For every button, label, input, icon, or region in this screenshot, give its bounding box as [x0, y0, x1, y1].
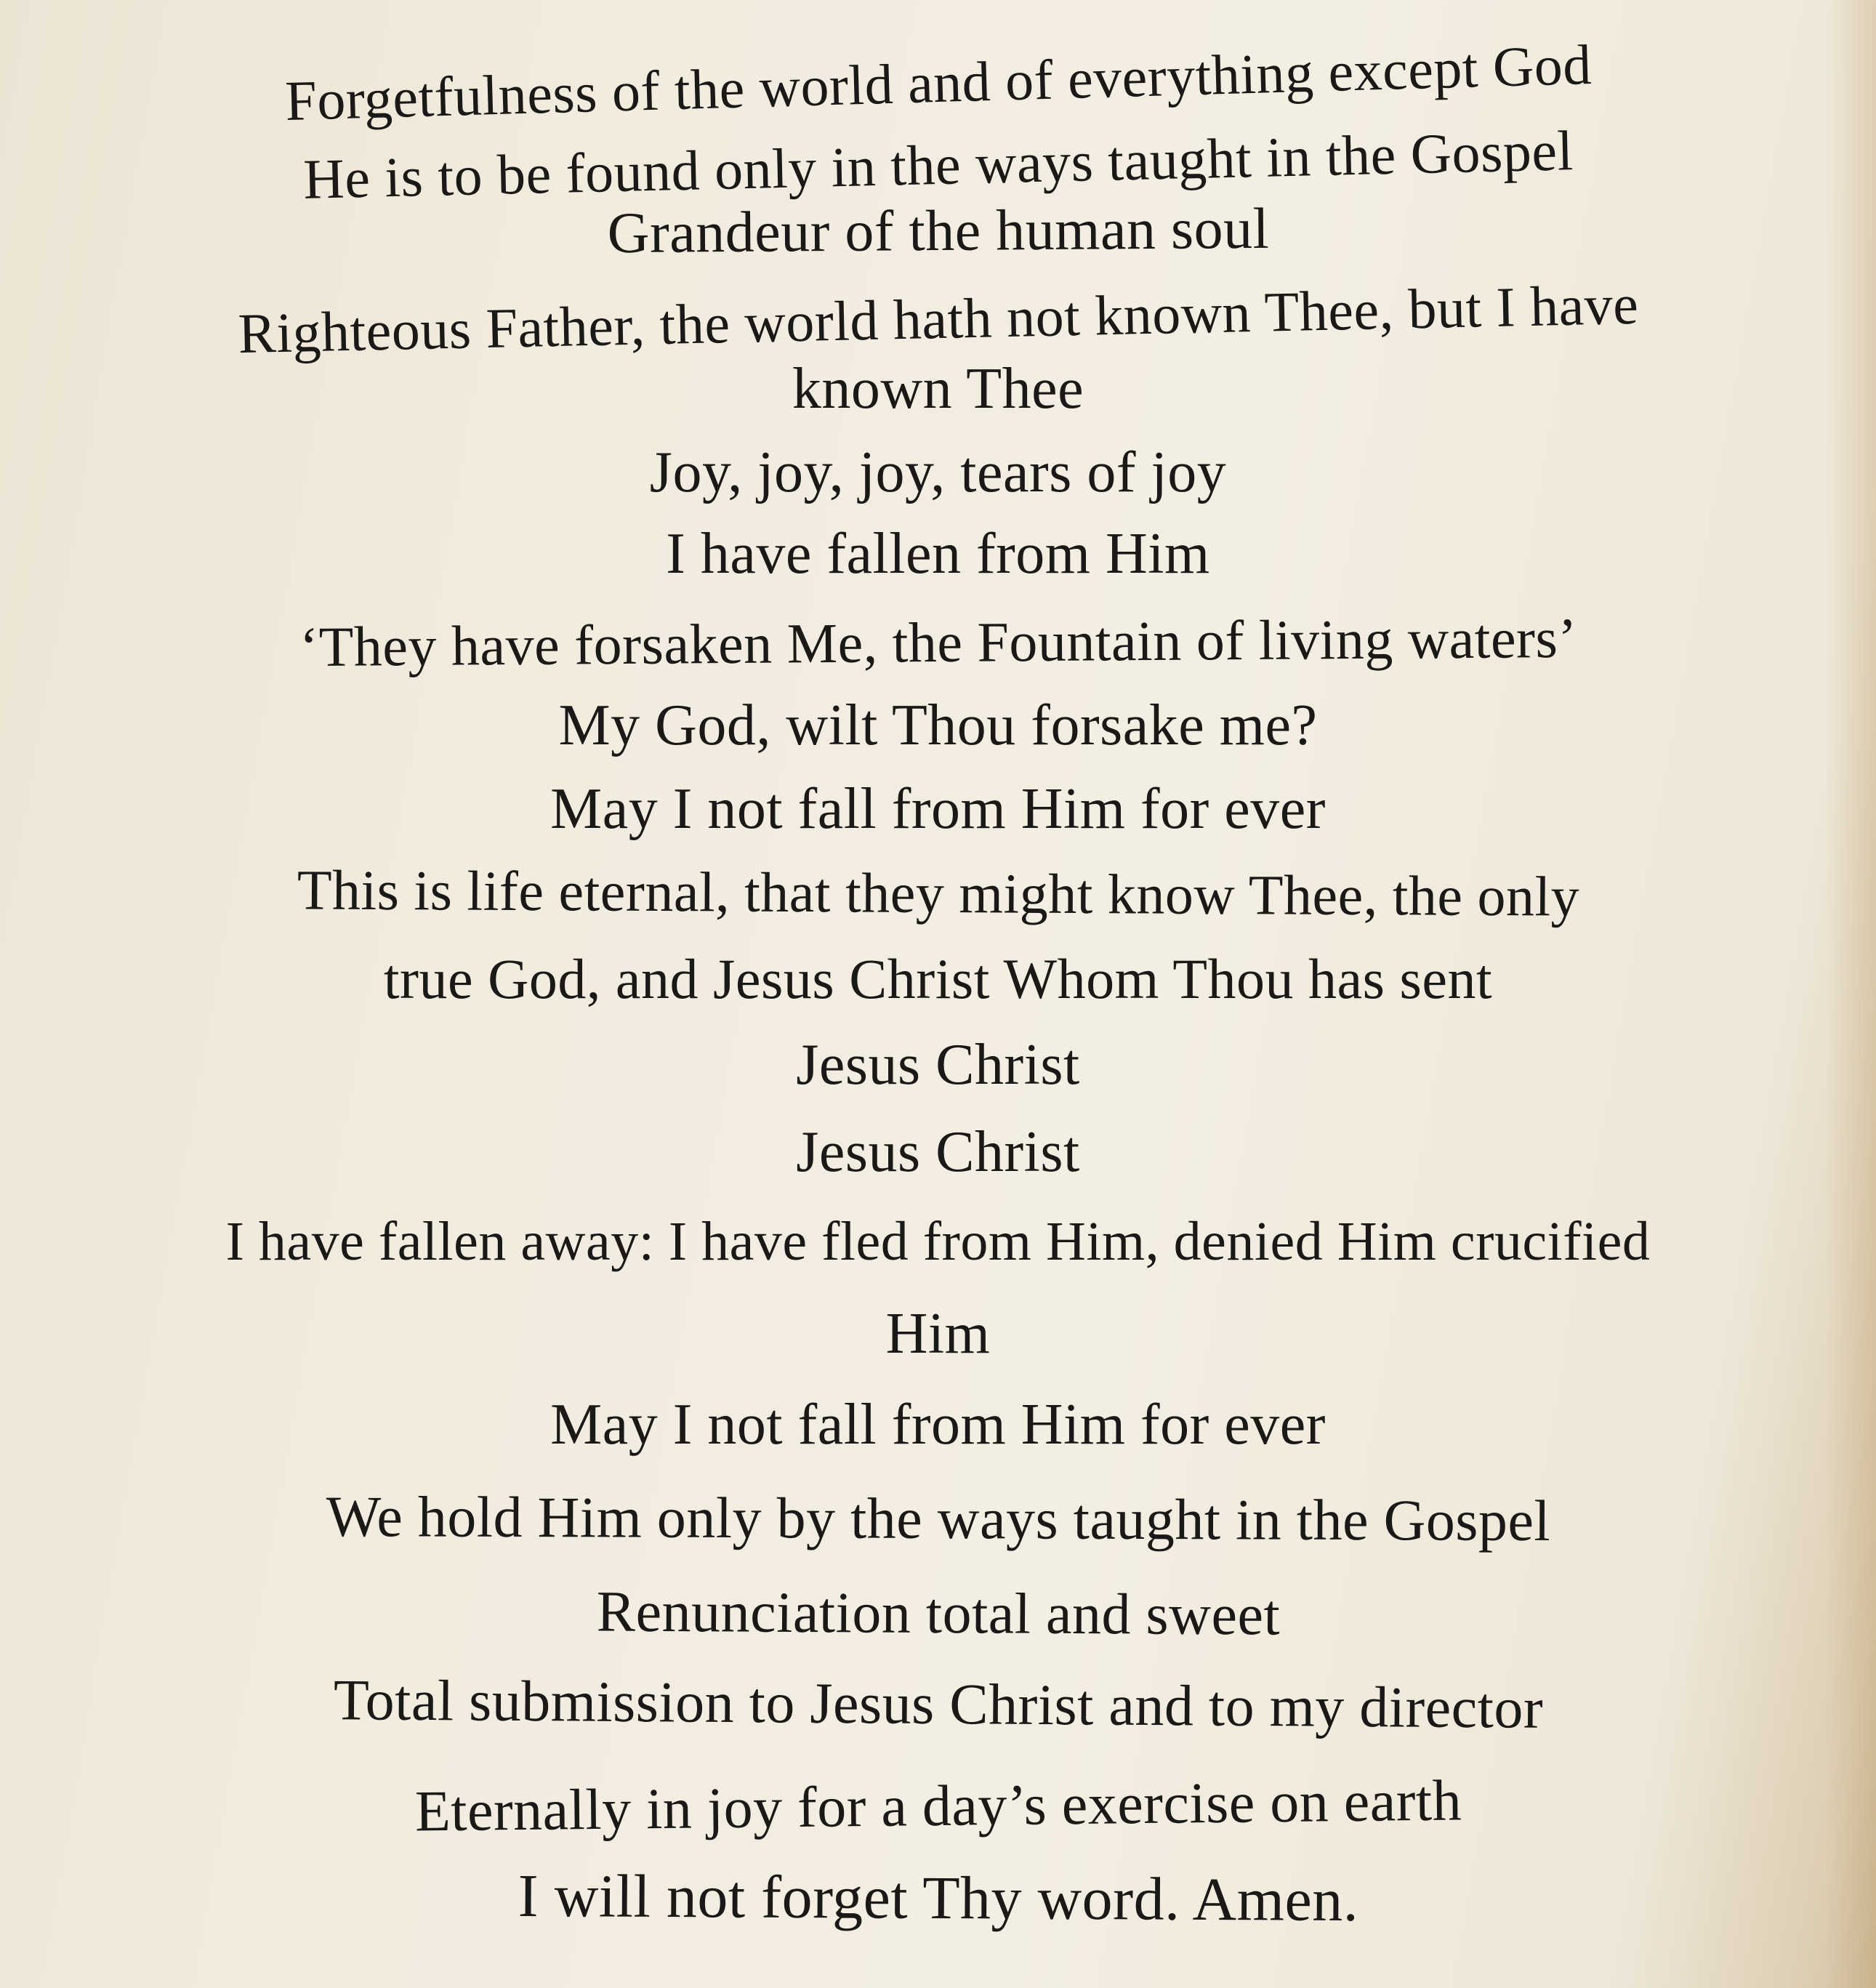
poem-line: Him [885, 1302, 991, 1366]
poem-line: I have fallen away: I have fled from Him, denied Him crucified [225, 1211, 1651, 1272]
poem-line: Forgetfulness of the world and of everything except God [283, 32, 1593, 133]
poem-line: Total submission to Jesus Christ and to my director [333, 1668, 1543, 1741]
poem-line: May I not fall from Him for ever [550, 777, 1326, 841]
poem-line: known Thee [792, 357, 1084, 421]
poem-line: true God, and Jesus Christ Whom Thou has sent [383, 947, 1493, 1010]
poem-line: I will not forget Thy word. Amen. [517, 1862, 1359, 1935]
poem-line: Righteous Father, the world hath not known Thee, but I have [237, 272, 1639, 366]
poem-line: May I not fall from Him for ever [550, 1393, 1326, 1457]
poem-line: My God, wilt Thou forsake me? [558, 693, 1318, 757]
poem-line: Renunciation total and sweet [596, 1579, 1280, 1648]
poem-line: Jesus Christ [796, 1120, 1080, 1184]
poem-line: I have fallen from Him [666, 522, 1210, 586]
poem-line: Eternally in joy for a day’s exercise on earth [414, 1768, 1462, 1844]
poem-line: Jesus Christ [796, 1033, 1080, 1097]
poem-line: This is life eternal, that they might know Thee, the only [297, 858, 1579, 928]
poem-line: He is to be found only in the ways taught in the Gospel [302, 118, 1574, 211]
poem-line: ‘They have forsaken Me, the Fountain of living waters’ [299, 605, 1577, 679]
poem-line: Joy, joy, joy, tears of joy [649, 440, 1227, 504]
poem-line: We hold Him only by the ways taught in the Gospel [326, 1485, 1550, 1553]
poem-line: Grandeur of the human soul [606, 196, 1270, 266]
